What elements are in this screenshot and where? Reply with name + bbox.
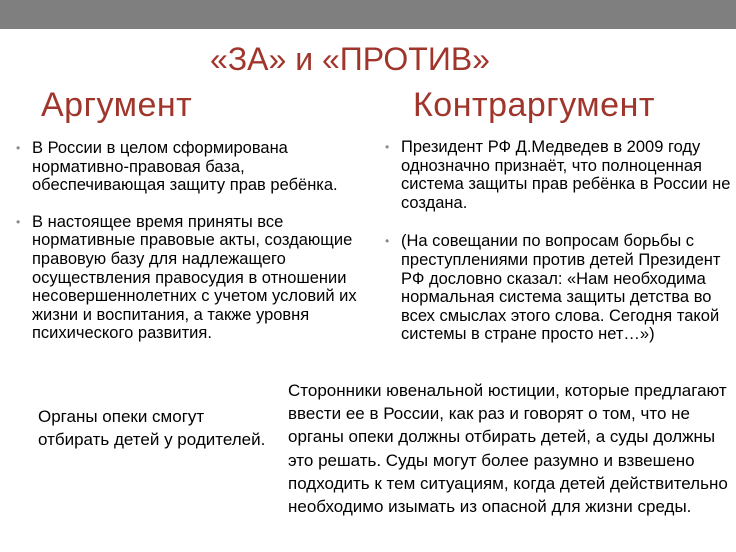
counterargument-list — [381, 138, 733, 344]
bullet-icon: • — [385, 140, 390, 154]
counterargument-text: Президент РФ Д.Медведев в 2009 году однозначно признаёт, что полноценная система защиты прав ребёнка в России не создана. — [401, 138, 731, 212]
argument-text: В России в целом сформирована нормативно-правовая база, обеспечивающая защиту прав ребёнка. — [32, 139, 338, 195]
top-bar — [0, 0, 736, 29]
slide-title: «ЗА» и «ПРОТИВ» — [210, 41, 490, 77]
bullet-icon: • — [16, 214, 21, 229]
guardian-note: Органы опеки смогут отбирать детей у родителей. — [38, 407, 266, 449]
argument-list — [12, 139, 377, 343]
argument-item — [12, 213, 377, 343]
proponents-note: Сторонники ювенальной юстиции, которые предлагают ввести ее в России, как раз и говорят о том, что не органы опеки должны отбирать детей, а суды должны это решать. Суды могут более разумно и взвешено подходить к тем ситуациям, когда детей действительно необходимо изымать из опасной для жизни среды. — [288, 381, 728, 517]
bullet-icon: • — [16, 141, 21, 155]
argument-item — [12, 139, 377, 195]
counterargument-item — [381, 138, 733, 212]
bullet-icon: • — [385, 234, 390, 249]
argument-text: В настоящее время приняты все нормативные правовые акты, создающие правовую базу для надлежащего осуществления правосудия в отношении несовершеннолетних с учетом условий их жизни и воспитания, а также уровня психического развития. — [32, 212, 357, 343]
counterargument-text: (На совещании по вопросам борьбы с преступлениями против детей Президент РФ дословно сказал: «Нам необходима нормальная система защиты детства во всех смыслах этого слова. Сегодня такой системы в стране просто нет…») — [401, 232, 721, 344]
counterargument-item — [381, 232, 733, 344]
counterargument-heading: Контраргумент — [413, 86, 655, 124]
argument-heading: Аргумент — [41, 86, 193, 124]
